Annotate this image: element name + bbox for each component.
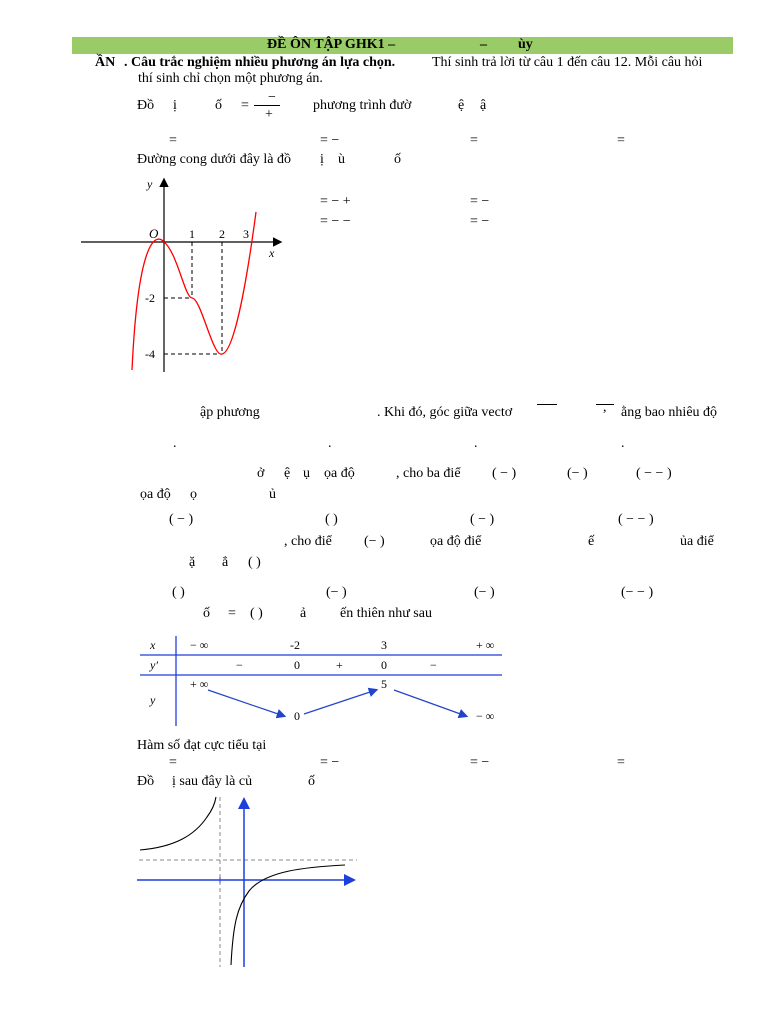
q3-option-c: . [474,436,478,451]
hyperbola-upper-branch [140,797,216,850]
q1-option-c: = [470,133,478,148]
q2-text: Đường cong dưới đây là đồ [137,152,292,167]
q4-text-g: ọ [190,487,197,502]
q1-text-c: ố [215,98,222,113]
yprime-sign-2: 0 [294,658,300,672]
q1-option-d: = [617,133,625,148]
x-value-3: 3 [381,638,387,652]
x-tick-2: 2 [219,227,225,241]
q5-text-a: , cho điể [284,534,332,549]
q3-text-b: . Khi đó, góc giữa vectơ [377,405,513,420]
title-bar [72,37,733,54]
x-value-2: -2 [290,638,300,652]
q4-text-h: ủ [269,487,276,502]
q1-option-b: = − [320,133,340,148]
variation-table [138,634,504,728]
doc-title: ĐỀ ÔN TẬP GHK1 – [267,37,396,52]
q6-text-c: ( ) [250,606,263,621]
q5-option-b: (− ) [326,585,347,600]
q6-option-a: = [169,755,177,770]
q5-text-c: ế [588,534,595,549]
q3-option-a: . [173,436,177,451]
x-axis-label: x [269,246,275,260]
q5-option-a: ( ) [172,585,185,600]
y-tick-minus-4: -4 [145,347,155,361]
x-tick-3: 3 [243,227,249,241]
q4-text-f: ọa độ [140,487,171,502]
q1-option-a: = [169,133,177,148]
q2-option-c: = − − [320,214,351,229]
q4-text-d: ọa độ [324,466,355,481]
q6-option-c: = − [470,755,490,770]
table-y-label: y [150,693,156,707]
q4-option-c: ( − ) [470,512,495,527]
q4-text-c: ụ [303,466,310,481]
q1-fraction-num: − [268,90,276,105]
q4-point-2: (− ) [567,466,588,481]
y-axis-label: y [147,177,153,191]
q3-text-c: , [603,400,607,415]
instruction-line-1: Thí sinh trả lời từ câu 1 đến câu 12. Mỗi câu hỏi [432,55,703,70]
q1-eq: = [241,98,249,113]
q4-point-1: ( − ) [492,466,517,481]
q3-text-a: ập phương [200,405,260,420]
q7-text-a: Đồ [137,774,155,789]
y-tick-minus-2: -2 [145,291,155,305]
table-yprime-label: y′ [150,658,158,672]
q2-option-d: = − [470,214,490,229]
q6-option-b: = − [320,755,340,770]
q1-text-b: ị [173,98,177,113]
q3-option-d: . [621,436,625,451]
q5-text-d: ủa điể [680,534,714,549]
q2-option-a: = − + [320,194,351,209]
origin-label: O [149,226,159,241]
y-value-1: + ∞ [190,677,209,691]
vector-arrow-1 [537,404,557,405]
table-x-label: x [150,638,156,652]
q7-text-c: ố [308,774,315,789]
q2-text-c: ù [338,152,345,167]
q7-text-b: ị sau đây là củ [172,774,253,789]
q4-point-3: ( − − ) [636,466,672,481]
q4-option-b: ( ) [325,512,338,527]
y-value-3: 5 [381,677,387,691]
hyperbola-graph [135,795,360,970]
q5-point: (− ) [364,534,385,549]
q2-text-d: ố [394,152,401,167]
q5-text-g: ( ) [248,555,261,570]
doc-title-dash: – [480,37,487,52]
cubic-graph [75,172,290,377]
q5-text-f: ẳ [222,555,229,570]
q6-text-d: ả [300,606,307,621]
q1-text-e: ệ [458,98,465,113]
arrow-decreasing-1 [208,690,284,716]
q2-text-b: ị [320,152,324,167]
x-tick-1: 1 [189,227,195,241]
q4-text-a: ở [257,466,265,481]
q4-text-e: , cho ba điể [396,466,461,481]
q1-text-f: ậ [480,98,487,113]
yprime-sign-1: − [236,658,243,672]
q4-option-a: ( − ) [169,512,194,527]
arrow-decreasing-2 [394,690,466,716]
q6-option-d: = [617,755,625,770]
x-value-1: − ∞ [190,638,209,652]
q6-text-e: ến thiên như sau [340,606,432,621]
q2-option-b: = − [470,194,490,209]
q1-fraction-bar [254,105,280,106]
yprime-sign-4: 0 [381,658,387,672]
q3-option-b: . [328,436,332,451]
q1-text-a: Đồ [137,98,155,113]
y-value-4: − ∞ [476,709,495,723]
part-label: ẦN [95,55,116,70]
q4-option-d: ( − − ) [618,512,654,527]
q5-option-d: (− − ) [621,585,654,600]
q6-question: Hàm số đạt cực tiểu tại [137,738,267,753]
q5-text-b: ọa độ điể [430,534,482,549]
q6-text-b: = [228,606,236,621]
arrow-increasing [304,690,376,714]
q6-text-a: ố [203,606,210,621]
q5-text-e: ặ [189,555,196,570]
q1-fraction-den: + [265,107,273,122]
q5-option-c: (− ) [474,585,495,600]
x-value-4: + ∞ [476,638,495,652]
doc-title-end: ùy [518,37,533,52]
y-value-2: 0 [294,709,300,723]
q3-text-d: ằng bao nhiêu độ [621,405,718,420]
q1-text-d: phương trình đườ [313,98,412,113]
yprime-sign-3: + [336,658,343,672]
yprime-sign-5: − [430,658,437,672]
q4-text-b: ệ [284,466,291,481]
part-title: . Câu trắc nghiệm nhiều phương án lựa chọn. [124,55,396,70]
instruction-line-2: thí sinh chỉ chọn một phương án. [138,71,323,86]
